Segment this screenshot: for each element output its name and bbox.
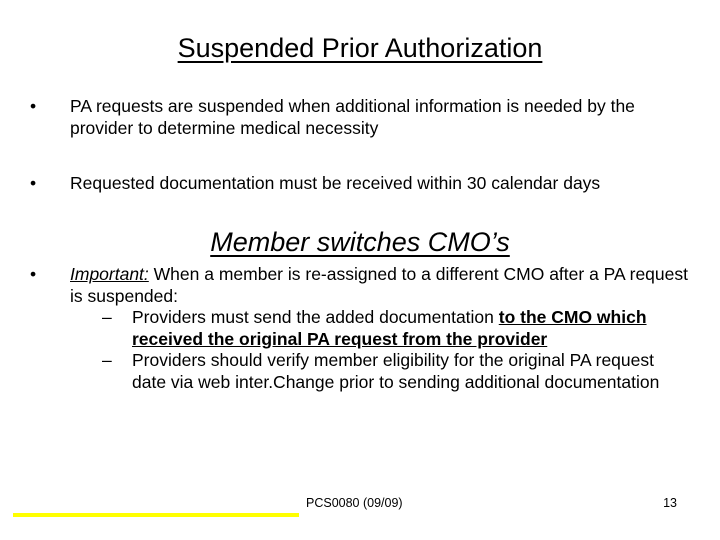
bullet-item — [30, 96, 690, 139]
bullet-item — [30, 173, 690, 195]
sub-bullet-text: Providers should verify member eligibility for the original PA request date via web inter.Change prior to sending additional documentation — [132, 350, 660, 392]
sub-bullet-item — [102, 307, 690, 350]
dash-symbol: – — [102, 307, 112, 327]
slide-title: Suspended Prior Authorization — [177, 33, 543, 63]
important-bullet — [30, 264, 690, 393]
bullet-text: Requested documentation must be received within 30 calendar days — [70, 173, 601, 193]
sub-bullet-text: Providers must send the added documentation — [132, 307, 499, 327]
section-heading: Member switches CMO’s — [210, 227, 510, 257]
bullet-dot: • — [30, 264, 37, 284]
footer-code: PCS0080 (09/09) — [306, 496, 403, 510]
important-label: Important: — [70, 264, 149, 284]
page-number: 13 — [663, 496, 677, 510]
bullet-dot: • — [30, 96, 37, 116]
footer-accent-line — [13, 513, 299, 517]
sub-bullet-emphasis: to the CMO which received the original PA request from the provider — [132, 307, 647, 349]
dash-symbol: – — [102, 350, 112, 370]
important-text: When a member is re-assigned to a different CMO after a PA request is suspended: — [70, 264, 688, 306]
important-bullet-body — [70, 264, 690, 307]
sub-bullet-item — [102, 350, 690, 393]
bullet-text: PA requests are suspended when additional information is needed by the provider to determine medical necessity — [70, 96, 635, 138]
bullet-dot: • — [30, 173, 37, 193]
